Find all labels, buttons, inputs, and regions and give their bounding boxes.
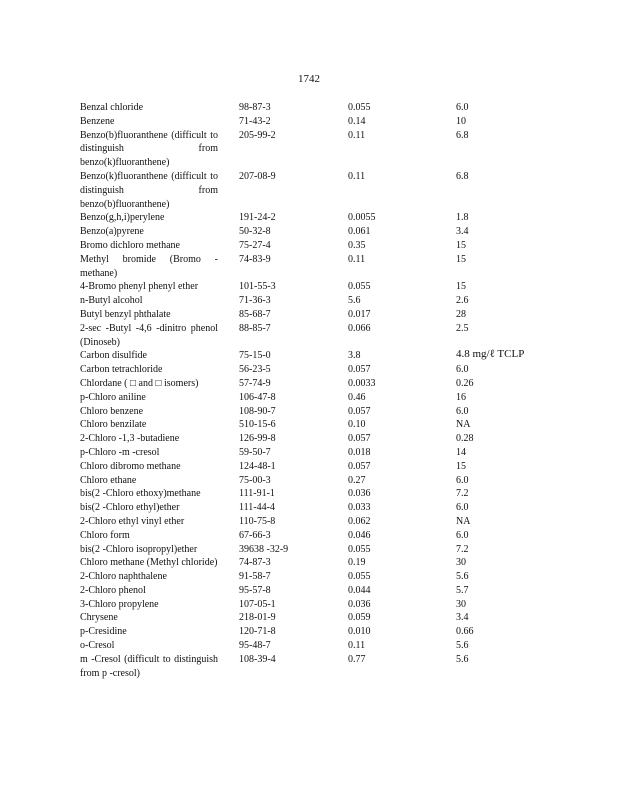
- constituent-name: 2-Chloro -1,3 -butadiene: [80, 433, 180, 445]
- constituent-name: bis(2 -Chloro ethoxy)methane: [80, 488, 201, 500]
- cas-number: 106-47-8: [239, 391, 276, 403]
- wastewater-concentration: 0.057: [348, 460, 371, 472]
- wastewater-concentration: 0.11: [348, 640, 366, 652]
- nonwastewater-concentration: 15: [456, 253, 466, 265]
- constituent-name: Bromo dichloro methane: [80, 239, 180, 251]
- wastewater-concentration: 0.062: [348, 515, 371, 527]
- constituent-name: Benzo(a)pyrene: [80, 226, 144, 238]
- constituent-name: bis(2 -Chloro ethyl)ether: [80, 502, 180, 514]
- nonwastewater-concentration: 30: [456, 557, 466, 569]
- nonwastewater-concentration: 15: [456, 281, 466, 293]
- wastewater-concentration: 0.46: [348, 391, 366, 403]
- nonwastewater-concentration: 3.4: [456, 226, 469, 238]
- wastewater-concentration: 0.27: [348, 474, 366, 486]
- constituent-name: m -Cresol (difficult to distinguish from p -cresol): [80, 653, 218, 679]
- cas-number: 57-74-9: [239, 377, 271, 389]
- constituent-name: p-Chloro aniline: [80, 391, 146, 403]
- wastewater-concentration: 0.0055: [348, 212, 376, 224]
- table-row: [80, 474, 550, 488]
- cas-number: 111-44-4: [239, 502, 275, 514]
- constituent-name: p-Cresidine: [80, 626, 127, 638]
- wastewater-concentration: 0.055: [348, 102, 371, 113]
- wastewater-concentration: 0.055: [348, 543, 371, 555]
- wastewater-concentration: 0.061: [348, 226, 371, 238]
- cas-number: 107-05-1: [239, 598, 276, 610]
- cas-number: 98-87-3: [239, 102, 271, 113]
- table-row: [80, 515, 550, 529]
- table-row: [80, 170, 550, 211]
- table-row: [80, 391, 550, 405]
- table-row: [80, 598, 550, 612]
- nonwastewater-concentration: 0.26: [456, 377, 474, 389]
- table-row: [80, 101, 550, 115]
- table-row: [80, 294, 550, 308]
- table-row: [80, 432, 550, 446]
- wastewater-concentration: 0.11: [348, 129, 366, 141]
- cas-number: 126-99-8: [239, 433, 276, 445]
- wastewater-concentration: 0.35: [348, 239, 366, 251]
- constituent-name: 3-Chloro propylene: [80, 598, 159, 610]
- constituent-name: o-Cresol: [80, 640, 115, 652]
- constituent-name: Carbon disulfide: [80, 350, 147, 362]
- nonwastewater-concentration: 5.6: [456, 571, 469, 583]
- constituent-name: Chloro methane (Methyl chloride): [80, 557, 218, 569]
- constituent-name: Chrysene: [80, 612, 118, 624]
- constituent-name: n-Butyl alcohol: [80, 295, 143, 307]
- nonwastewater-concentration: 0.28: [456, 433, 474, 445]
- wastewater-concentration: 0.057: [348, 364, 371, 376]
- table-row: [80, 405, 550, 419]
- cas-number: 71-43-2: [239, 115, 271, 127]
- constituent-name: Chlordane ( □ and □ isomers): [80, 377, 199, 389]
- cas-number: 205-99-2: [239, 129, 276, 141]
- cas-number: 67-66-3: [239, 529, 271, 541]
- wastewater-concentration: 0.059: [348, 612, 371, 624]
- table-row: [80, 584, 550, 598]
- nonwastewater-concentration: 6.0: [456, 529, 469, 541]
- table-row: [80, 377, 550, 391]
- wastewater-concentration: 0.055: [348, 281, 371, 293]
- wastewater-concentration: 0.11: [348, 170, 366, 182]
- constituent-name: Benzo(g,h,i)perylene: [80, 212, 165, 224]
- nonwastewater-concentration: 15: [456, 460, 466, 472]
- wastewater-concentration: 0.033: [348, 502, 371, 514]
- page-number: 1742: [298, 73, 320, 85]
- constituent-name: 2-Chloro phenol: [80, 584, 146, 596]
- table-row: [80, 639, 550, 653]
- table-row: [80, 556, 550, 570]
- table-row: [80, 349, 550, 363]
- nonwastewater-concentration: 5.6: [456, 653, 469, 665]
- wastewater-concentration: 0.0033: [348, 377, 376, 389]
- cas-number: 191-24-2: [239, 212, 276, 224]
- constituent-name: bis(2 -Chloro isopropyl)ether: [80, 543, 198, 555]
- nonwastewater-concentration: 7.2: [456, 488, 469, 500]
- constituent-name: Benzal chloride: [80, 102, 144, 113]
- nonwastewater-concentration: NA: [456, 515, 471, 527]
- cas-number: 39638 -32-9: [239, 543, 289, 555]
- table-row: [80, 625, 550, 639]
- wastewater-concentration: 0.066: [348, 322, 371, 334]
- cas-number: 207-08-9: [239, 170, 276, 182]
- cas-number: 510-15-6: [239, 419, 276, 431]
- wastewater-concentration: 0.017: [348, 308, 371, 320]
- cas-number: 108-90-7: [239, 405, 276, 417]
- table-row: [80, 611, 550, 625]
- wastewater-concentration: 0.018: [348, 446, 371, 458]
- constituent-name: p-Chloro -m -cresol: [80, 446, 160, 458]
- nonwastewater-concentration: 30: [456, 598, 466, 610]
- table-row: [80, 363, 550, 377]
- wastewater-concentration: 0.057: [348, 433, 371, 445]
- wastewater-concentration: 3.8: [348, 350, 361, 362]
- nonwastewater-concentration: 6.0: [456, 364, 469, 376]
- table-row: [80, 239, 550, 253]
- wastewater-concentration: 0.036: [348, 488, 371, 500]
- table-row: [80, 225, 550, 239]
- table-row: [80, 115, 550, 129]
- nonwastewater-concentration: NA: [456, 419, 471, 431]
- nonwastewater-concentration: 10: [456, 115, 466, 127]
- cas-number: 91-58-7: [239, 571, 271, 583]
- table-row: [80, 211, 550, 225]
- cas-number: 95-48-7: [239, 640, 271, 652]
- wastewater-concentration: 0.036: [348, 598, 371, 610]
- cas-number: 110-75-8: [239, 515, 276, 527]
- table-row: [80, 253, 550, 281]
- wastewater-concentration: 0.046: [348, 529, 371, 541]
- wastewater-concentration: 0.14: [348, 115, 366, 127]
- nonwastewater-concentration: 6.8: [456, 129, 469, 141]
- constituent-name: 2-Chloro naphthalene: [80, 571, 167, 583]
- cas-number: 56-23-5: [239, 364, 271, 376]
- wastewater-concentration: 0.10: [348, 419, 366, 431]
- nonwastewater-concentration: 5.6: [456, 640, 469, 652]
- cas-number: 50-32-8: [239, 226, 271, 238]
- wastewater-concentration: 0.055: [348, 571, 371, 583]
- table-row: [80, 322, 550, 350]
- cas-number: 124-48-1: [239, 460, 276, 472]
- table-row: [80, 308, 550, 322]
- cas-number: 101-55-3: [239, 281, 276, 293]
- constituent-name: Methyl bromide (Bromo - methane): [80, 253, 218, 279]
- table-row: [80, 543, 550, 557]
- constituent-name: 2-Chloro ethyl vinyl ether: [80, 515, 185, 527]
- constituent-name: Chloro form: [80, 529, 130, 541]
- cas-number: 75-27-4: [239, 239, 271, 251]
- table-row: [80, 653, 550, 681]
- constituent-name: Chloro ethane: [80, 474, 137, 486]
- cas-number: 74-83-9: [239, 253, 271, 265]
- nonwastewater-concentration: 2.6: [456, 295, 469, 307]
- nonwastewater-concentration: 3.4: [456, 612, 469, 624]
- cas-number: 120-71-8: [239, 626, 276, 638]
- nonwastewater-concentration: 0.66: [456, 626, 474, 638]
- nonwastewater-concentration: 6.0: [456, 102, 469, 113]
- nonwastewater-concentration: 4.8 mg/ℓ TCLP: [456, 348, 525, 361]
- cas-number: 71-36-3: [239, 295, 271, 307]
- constituent-name: Benzene: [80, 115, 115, 127]
- table-row: [80, 570, 550, 584]
- table-row: [80, 280, 550, 294]
- cas-number: 218-01-9: [239, 612, 276, 624]
- nonwastewater-concentration: 2.5: [456, 322, 469, 334]
- constituent-name: 4-Bromo phenyl phenyl ether: [80, 281, 199, 293]
- nonwastewater-concentration: 5.7: [456, 584, 469, 596]
- wastewater-concentration: 0.057: [348, 405, 371, 417]
- nonwastewater-concentration: 14: [456, 446, 466, 458]
- wastewater-concentration: 0.010: [348, 626, 371, 638]
- constituent-table: [80, 101, 550, 680]
- nonwastewater-concentration: 28: [456, 308, 466, 320]
- constituent-name: Benzo(k)fluoranthene (difficult to distinguish from benzo(b)fluoranthene): [80, 170, 218, 210]
- table-row: [80, 487, 550, 501]
- table-row: [80, 446, 550, 460]
- table-row: [80, 418, 550, 432]
- constituent-name: Chloro benzilate: [80, 419, 147, 431]
- table-row: [80, 129, 550, 170]
- cas-number: 111-91-1: [239, 488, 275, 500]
- wastewater-concentration: 0.11: [348, 253, 366, 265]
- nonwastewater-concentration: 16: [456, 391, 466, 403]
- table-row: [80, 460, 550, 474]
- constituent-name: Butyl benzyl phthalate: [80, 308, 171, 320]
- cas-number: 85-68-7: [239, 308, 271, 320]
- cas-number: 75-15-0: [239, 350, 271, 362]
- table-row: [80, 501, 550, 515]
- cas-number: 74-87-3: [239, 557, 271, 569]
- nonwastewater-concentration: 6.0: [456, 502, 469, 514]
- nonwastewater-concentration: 15: [456, 239, 466, 251]
- nonwastewater-concentration: 6.0: [456, 405, 469, 417]
- nonwastewater-concentration: 1.8: [456, 212, 469, 224]
- constituent-name: Carbon tetrachloride: [80, 364, 163, 376]
- cas-number: 59-50-7: [239, 446, 271, 458]
- constituent-name: Chloro dibromo methane: [80, 460, 181, 472]
- cas-number: 75-00-3: [239, 474, 271, 486]
- wastewater-concentration: 0.19: [348, 557, 366, 569]
- nonwastewater-concentration: 6.8: [456, 170, 469, 182]
- constituent-name: Benzo(b)fluoranthene (difficult to distinguish from benzo(k)fluoranthene): [80, 129, 218, 169]
- wastewater-concentration: 0.044: [348, 584, 371, 596]
- cas-number: 108-39-4: [239, 653, 276, 665]
- nonwastewater-concentration: 6.0: [456, 474, 469, 486]
- nonwastewater-concentration: 7.2: [456, 543, 469, 555]
- table-row: [80, 529, 550, 543]
- cas-number: 88-85-7: [239, 322, 271, 334]
- constituent-name: Chloro benzene: [80, 405, 144, 417]
- constituent-name: 2-sec -Butyl -4,6 -dinitro phenol (Dinoseb): [80, 322, 218, 348]
- wastewater-concentration: 0.77: [348, 653, 366, 665]
- cas-number: 95-57-8: [239, 584, 271, 596]
- wastewater-concentration: 5.6: [348, 295, 361, 307]
